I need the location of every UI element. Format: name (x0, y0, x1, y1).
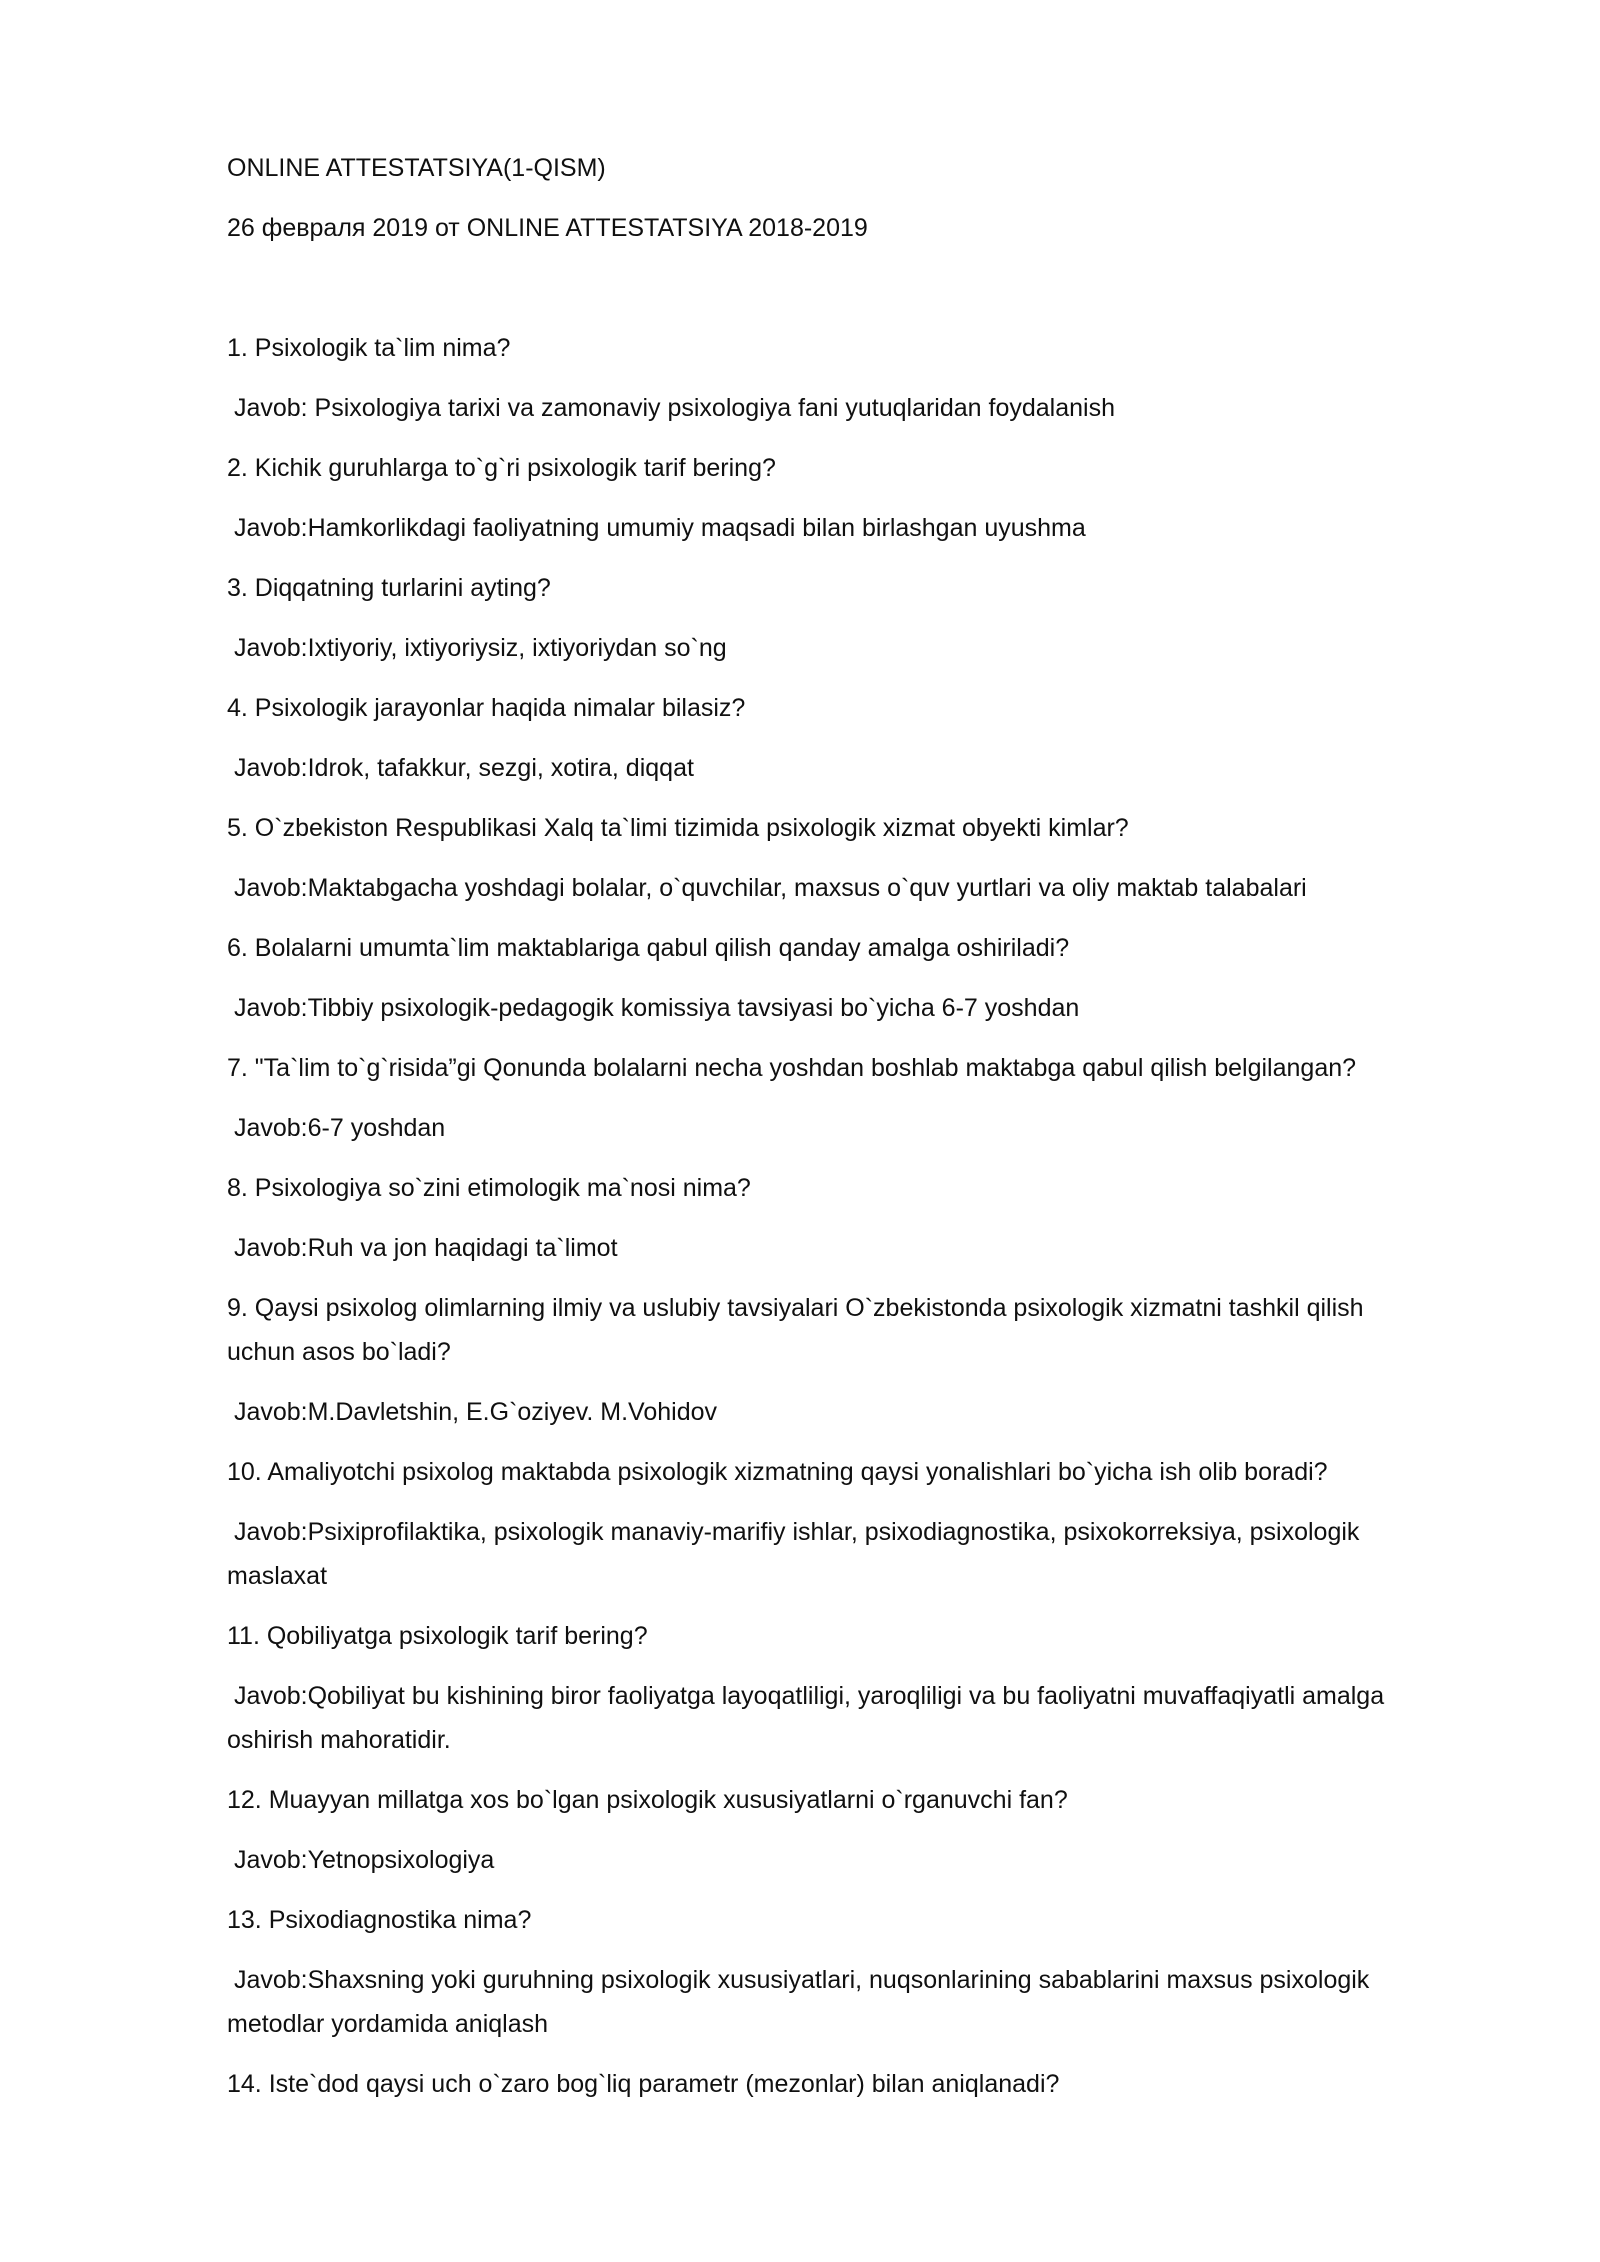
question-text: 13. Psixodiagnostika nima? (227, 1906, 532, 1934)
document-content (227, 146, 1432, 2122)
question-text: 5. O`zbekiston Respublikasi Xalq ta`limi tizimida psixologik xizmat obyekti kimlar? (227, 814, 1129, 842)
question-text: 8. Psixologiya so`zini etimologik ma`nosi nima? (227, 1174, 751, 1202)
question-text: 7. "Ta`lim to`g`risida”gi Qonunda bolalarni necha yoshdan boshlab maktabga qabul qilish belgilangan? (227, 1054, 1357, 1082)
answer-text: Javob:M.Davletshin, E.G`oziyev. M.Vohidov (227, 1398, 718, 1426)
answer-text: Javob:6-7 yoshdan (227, 1114, 446, 1142)
question-text: 2. Kichik guruhlarga to`g`ri psixologik tarif bering? (227, 454, 776, 482)
answer-text: Javob:Ixtiyoriy, ixtiyoriysiz, ixtiyoriydan so`ng (227, 634, 727, 662)
question-text: 11. Qobiliyatga psixologik tarif bering? (227, 1622, 648, 1650)
answer-text: Javob:Shaxsning yoki guruhning psixologik xususiyatlari, nuqsonlarining sabablarini maxsus psixologik metodlar yordamida aniqlash (227, 1966, 1377, 2038)
question-text: 6. Bolalarni umumta`lim maktablariga qabul qilish qanday amalga oshiriladi? (227, 934, 1070, 962)
blank-line (227, 266, 1432, 326)
question-text: 10. Amaliyotchi psixolog maktabda psixologik xizmatning qaysi yonalishlari bo`yicha ish olib boradi? (227, 1458, 1328, 1486)
question-text: 4. Psixologik jarayonlar haqida nimalar bilasiz? (227, 694, 746, 722)
question-text: 1. Psixologik ta`lim nima? (227, 334, 511, 362)
answer-text: Javob:Tibbiy psixologik-pedagogik komissiya tavsiyasi bo`yicha 6-7 yoshdan (227, 994, 1080, 1022)
document-title: ONLINE ATTESTATSIYA(1-QISM) (227, 154, 606, 182)
answer-text: Javob:Yetnopsixologiya (227, 1846, 495, 1874)
question-text: 14. Iste`dod qaysi uch o`zaro bog`liq parametr (mezonlar) bilan aniqlanadi? (227, 2070, 1060, 2098)
answer-text: Javob:Idrok, tafakkur, sezgi, xotira, diqqat (227, 754, 694, 782)
document-subtitle: 26 февраля 2019 от ONLINE ATTESTATSIYA 2018-2019 (227, 214, 868, 242)
answer-text: Javob:Psixiprofilaktika, psixologik manaviy-marifiy ishlar, psixodiagnostika, psixokorreksiya, psixologik maslaxat (227, 1518, 1367, 1590)
question-text: 3. Diqqatning turlarini ayting? (227, 574, 551, 602)
answer-text: Javob:Maktabgacha yoshdagi bolalar, o`quvchilar, maxsus o`quv yurtlari va oliy maktab talabalari (227, 874, 1307, 902)
answer-text: Javob:Hamkorlikdagi faoliyatning umumiy maqsadi bilan birlashgan uyushma (227, 514, 1086, 542)
question-text: 9. Qaysi psixolog olimlarning ilmiy va uslubiy tavsiyalari O`zbekistonda psixologik xizmatni tashkil qilish uchun asos bo`ladi? (227, 1294, 1371, 1366)
answer-text: Javob:Qobiliyat bu kishining biror faoliyatga layoqatliligi, yaroqliligi va bu faoliyatni muvaffaqiyatli amalga oshirish mahoratidir. (227, 1682, 1392, 1754)
answer-text: Javob: Psixologiya tarixi va zamonaviy psixologiya fani yutuqlaridan foydalanish (227, 394, 1115, 422)
answer-text: Javob:Ruh va jon haqidagi ta`limot (227, 1234, 618, 1262)
question-text: 12. Muayyan millatga xos bo`lgan psixologik xususiyatlarni o`rganuvchi fan? (227, 1786, 1068, 1814)
qa-list (227, 326, 1432, 2106)
